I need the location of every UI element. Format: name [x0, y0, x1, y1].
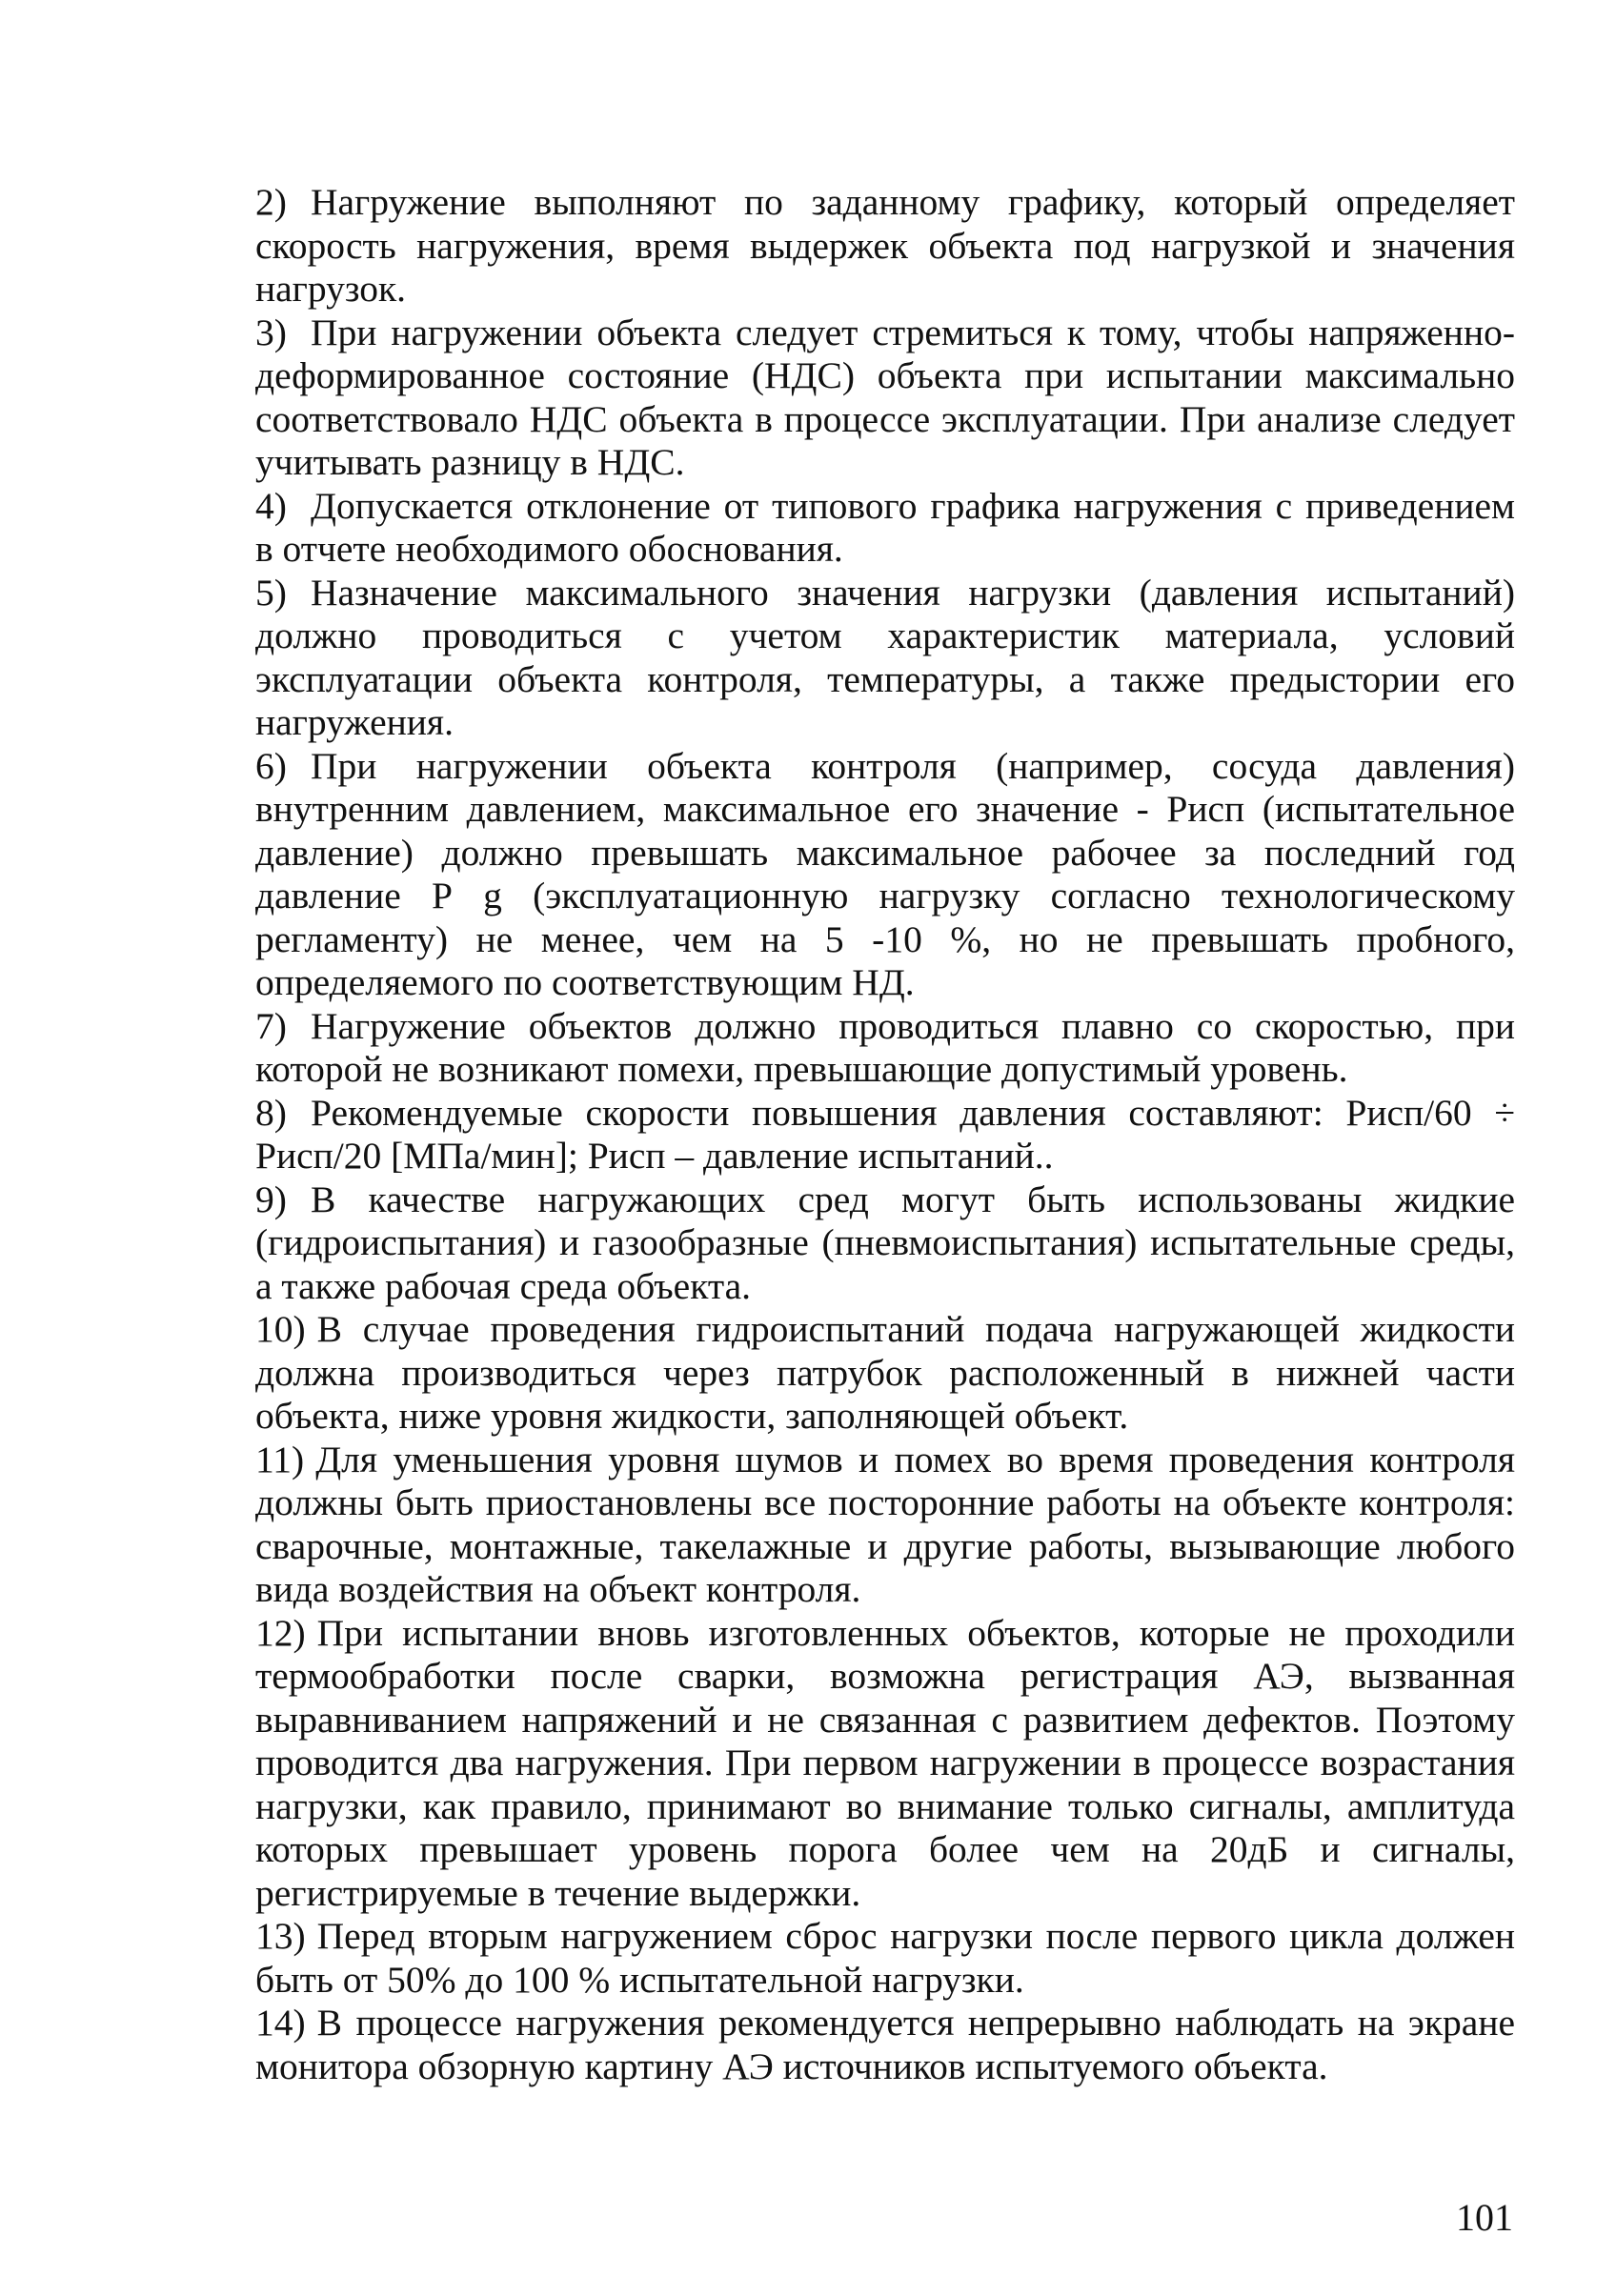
paragraph-item-2: [255, 181, 1515, 312]
item-number: 9): [255, 1178, 287, 1220]
item-number: 10): [255, 1308, 306, 1350]
page-number: 101: [1456, 2196, 1513, 2239]
item-text: Допускается отклонение от типового графика нагружения с приведением в отчете необходимого обоснования.: [255, 484, 1515, 570]
item-number: 2): [255, 181, 287, 223]
item-text: При нагружении объекта следует стремиться к тому, чтобы напряженно-деформированное состояние (НДС) объекта при испытании максимально соответствовало НДС объекта в процессе эксплуатации. При анализе следует учитывать разницу в НДС.: [255, 311, 1515, 483]
item-number: 3): [255, 311, 287, 353]
item-text: Нагружение выполняют по заданному графику, который определяет скорость нагружения, время выдержек объекта под нагрузкой и значения нагрузок.: [255, 181, 1515, 310]
item-text: При испытании вновь изготовленных объектов, которые не проходили термообработки после сварки, возможна регистрация АЭ, вызванная выравниванием напряжений и не связанная с развитием дефектов. Поэтому проводится два нагружения. При первом нагружении в процессе возрастания нагрузки, как правило, принимают во внимание только сигналы, амплитуда которых превышает уровень порога более чем на 20дБ и сигналы, регистрируемые в течение выдержки.: [255, 1611, 1515, 1914]
paragraph-item-3: [255, 312, 1515, 485]
item-text: Назначение максимального значения нагрузки (давления испытаний) должно проводиться с учетом характеристик материала, условий эксплуатации объекта контроля, температуры, а также предыстории его нагружения.: [255, 571, 1515, 743]
item-text: Для уменьшения уровня шумов и помех во время проведения контроля должны быть приостановлены все посторонние работы на объекте контроля: сварочные, монтажные, такелажные и другие работы, вызывающие любого вида воздействия на объект контроля.: [255, 1438, 1515, 1610]
item-text: В случае проведения гидроиспытаний подача нагружающей жидкости должна производиться через патрубок расположенный в нижней части объекта, ниже уровня жидкости, заполняющей объект.: [255, 1308, 1515, 1437]
item-number: 8): [255, 1091, 287, 1134]
paragraph-item-11: [255, 1439, 1515, 1612]
paragraph-item-6: [255, 745, 1515, 1005]
item-number: 13): [255, 1915, 306, 1957]
paragraph-item-9: [255, 1178, 1515, 1309]
paragraph-item-7: [255, 1005, 1515, 1092]
item-number: 12): [255, 1611, 306, 1654]
paragraph-item-14: [255, 2002, 1515, 2088]
paragraph-item-10: [255, 1308, 1515, 1439]
paragraph-item-5: [255, 572, 1515, 745]
item-number: 7): [255, 1004, 287, 1047]
item-text: В процессе нагружения рекомендуется непрерывно наблюдать на экране монитора обзорную картину АЭ источников испытуемого объекта.: [255, 2002, 1515, 2087]
item-number: 6): [255, 744, 287, 787]
item-number: 14): [255, 2002, 306, 2044]
item-text: Нагружение объектов должно проводиться плавно со скоростью, при которой не возникают помехи, превышающие допустимый уровень.: [255, 1004, 1515, 1090]
document-body: [255, 181, 1515, 2088]
item-text: При нагружении объекта контроля (например, сосуда давления) внутренним давлением, максимальное его значение - Рисп (испытательное давление) должно превышать максимальное рабочее за последний год давление Р g (эксплуатационную нагрузку согласно технологическому регламенту) не менее, чем на 5 -10 %, но не превышать пробного, определяемого по соответствующим НД.: [255, 744, 1515, 1003]
paragraph-item-8: [255, 1092, 1515, 1178]
item-number: 11): [255, 1438, 305, 1480]
item-text: В качестве нагружающих сред могут быть использованы жидкие (гидроиспытания) и газообразные (пневмоиспытания) испытательные среды, а также рабочая среда объекта.: [255, 1178, 1515, 1307]
item-number: 5): [255, 571, 287, 614]
item-text: Рекомендуемые скорости повышения давления составляют: Рисп/60 ÷ Рисп/20 [МПа/мин]; Рисп – давление испытаний..: [255, 1091, 1515, 1177]
paragraph-item-4: [255, 485, 1515, 572]
paragraph-item-13: [255, 1915, 1515, 2002]
paragraph-item-12: [255, 1612, 1515, 1916]
item-number: 4): [255, 484, 287, 527]
item-text: Перед вторым нагружением сброс нагрузки после первого цикла должен быть от 50% до 100 % испытательной нагрузки.: [255, 1915, 1515, 2001]
